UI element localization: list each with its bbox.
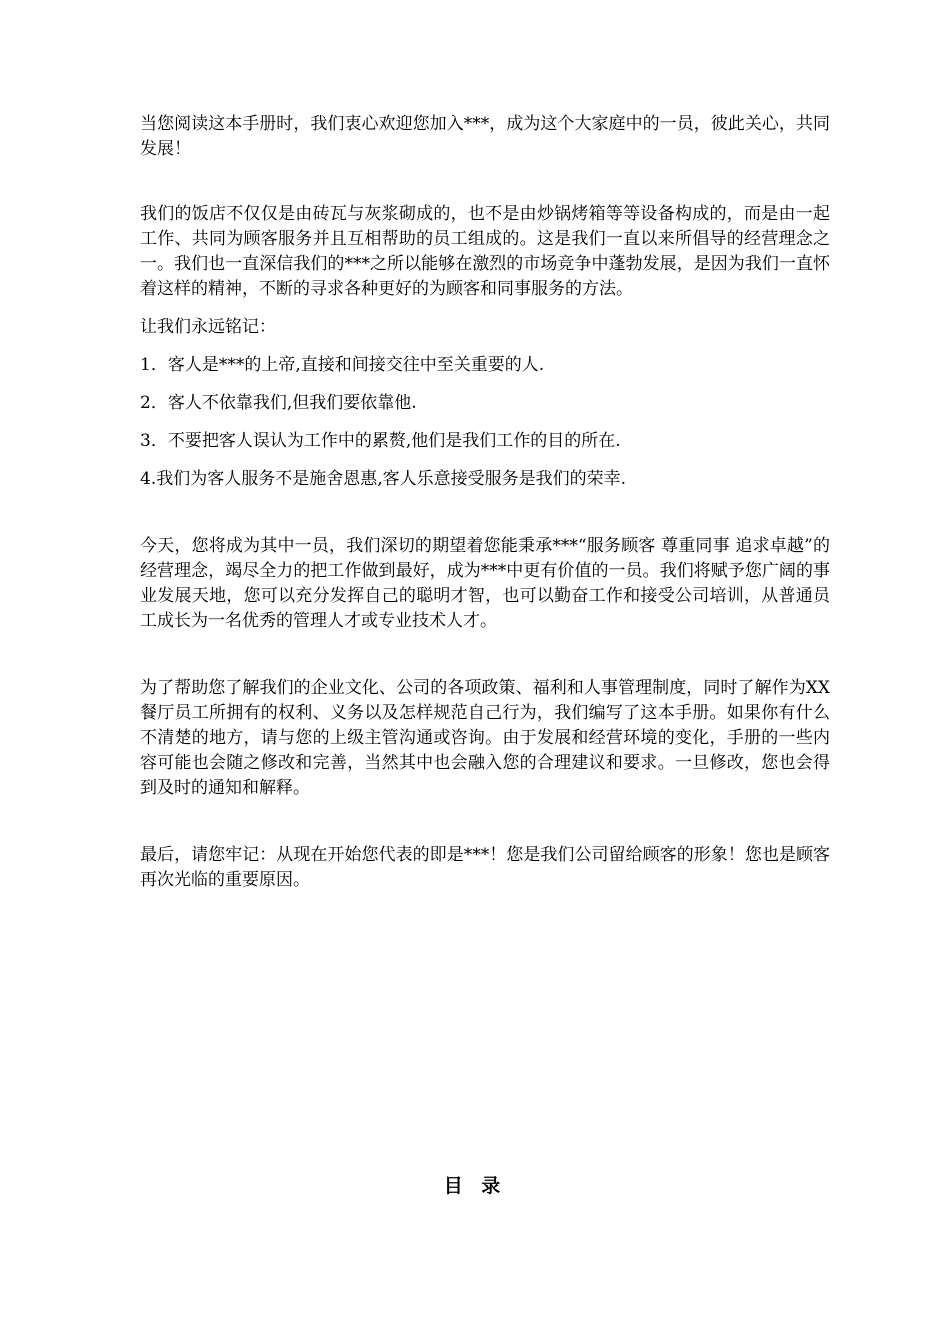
list-item: 3．不要把客人误认为工作中的累赘,他们是我们工作的目的所在.: [140, 431, 621, 451]
purpose-paragraph: 为了帮助您了解我们的企业文化、公司的各项政策、福利和人事管理制度，同时了解作为XX餐厅员工所拥有的权利、义务以及怎样规范自己行为，我们编写了这本手册。如果你有什么不清楚的地方，请与您的上级主管沟通或咨询。由于发展和经营环境的变化，手册的一些内容可能也会随之修改和完善，当然其中也会融入您的合理建议和要求。一旦修改，您也会得到及时的通知和解释。: [140, 678, 830, 798]
today-paragraph: 今天，您将成为其中一员，我们深切的期望着您能秉承***“服务顾客 尊重同事 追求卓越”的经营理念，竭尽全力的把工作做到最好，成为***中更有价值的一员。我们将赋予您广阔的事业发展天地，您可以充分发挥自己的聪明才智，也可以勤奋工作和接受公司培训，从普通员工成长为一名优秀的管理人才或专业技术人才。: [140, 536, 830, 631]
closing-paragraph: 最后，请您牢记：从现在开始您代表的即是***！您是我们公司留给顾客的形象！您也是顾客再次光临的重要原因。: [140, 845, 830, 890]
list-item: 1．客人是***的上帝,直接和间接交往中至关重要的人.: [140, 355, 545, 375]
philosophy-paragraph: 我们的饭店不仅仅是由砖瓦与灰浆砌成的，也不是由炒锅烤箱等等设备构成的，而是由一起工作、共同为顾客服务并且互相帮助的员工组成的。这是我们一直以来所倡导的经营理念之一。我们也一直深信我们的***之所以能够在激烈的市场竞争中蓬勃发展，是因为我们一直怀着这样的精神，不断的寻求各种更好的为顾客和同事服务的方法。: [140, 204, 830, 299]
document-body: [140, 112, 830, 893]
remember-intro: 让我们永远铭记：: [140, 317, 276, 337]
list-item: 2．客人不依靠我们,但我们要依靠他.: [140, 393, 417, 413]
welcome-paragraph: 当您阅读这本手册时，我们衷心欢迎您加入***，成为这个大家庭中的一员，彼此关心，共同发展！: [140, 114, 830, 159]
list-item: 4.我们为客人服务不是施舍恩惠,客人乐意接受服务是我们的荣幸.: [140, 469, 627, 489]
toc-title: 目 录: [443, 1175, 507, 1197]
